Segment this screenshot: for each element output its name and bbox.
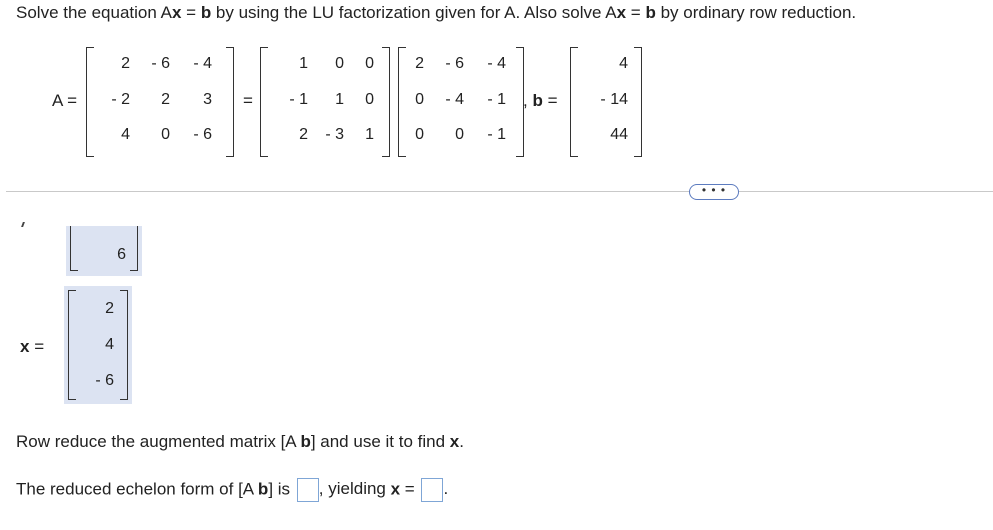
matrix-u-cell: 0 <box>415 126 424 143</box>
matrix-u-cell: - 4 <box>487 55 506 72</box>
matrix-l-cell: 1 <box>335 91 344 108</box>
x-answer-input[interactable] <box>421 478 443 502</box>
matrix-a-cell: 2 <box>161 91 170 108</box>
section-divider <box>6 191 993 192</box>
matrix-u-cell: - 6 <box>445 55 464 72</box>
matrix-l-cell: 0 <box>365 55 374 72</box>
matrix-a-cell: 2 <box>121 55 130 72</box>
matrix-a-cell: 3 <box>203 91 212 108</box>
solution-vector <box>64 286 132 404</box>
vector-b-cell: 4 <box>619 55 628 72</box>
matrix-a-cell: - 4 <box>193 55 212 72</box>
matrix-a-cell: - 2 <box>111 91 130 108</box>
matrix-l-cell: 0 <box>335 55 344 72</box>
a-label: A = <box>52 91 78 110</box>
solution-label: x = <box>20 337 45 356</box>
matrix-u-cell: 0 <box>415 91 424 108</box>
matrix-l-cell: 1 <box>365 126 374 143</box>
previous-answer-value: 6 <box>117 246 126 263</box>
previous-answer-matrix <box>66 226 142 276</box>
matrix-u <box>398 47 524 157</box>
matrix-u-cell: 0 <box>455 126 464 143</box>
matrix-a-cell: - 6 <box>151 55 170 72</box>
matrix-a-cell: - 6 <box>193 126 212 143</box>
matrix-a-cell: 4 <box>121 126 130 143</box>
matrix-u-cell: - 1 <box>487 126 506 143</box>
vector-b-cell: - 14 <box>600 91 628 108</box>
echelon-answer-input[interactable] <box>297 478 319 502</box>
matrix-l-cell: - 3 <box>325 126 344 143</box>
matrix-u-cell: - 1 <box>487 91 506 108</box>
matrix-l-cell: 2 <box>299 126 308 143</box>
matrix-u-cell: - 4 <box>445 91 464 108</box>
matrix-u-cell: 2 <box>415 55 424 72</box>
matrix-a <box>86 47 234 157</box>
solution-value: 4 <box>105 336 114 353</box>
matrix-l-cell: 0 <box>365 91 374 108</box>
matrix-l-cell: - 1 <box>289 91 308 108</box>
question-prompt: Solve the equation Ax = b by using the LU factorization given for A. Also solve Ax = b by ordinary row reduction. <box>16 3 857 22</box>
tick-mark <box>21 222 29 227</box>
equals-sign: = <box>243 91 253 110</box>
b-label: , b = <box>523 91 558 110</box>
vector-b <box>570 47 642 157</box>
vector-b-cell: 44 <box>610 126 628 143</box>
solution-value: 2 <box>105 300 114 317</box>
matrix-a-cell: 0 <box>161 126 170 143</box>
more-options-button[interactable]: • • • <box>689 184 739 200</box>
row-reduce-instruction: Row reduce the augmented matrix [A b] and use it to find x. <box>16 432 464 451</box>
solution-value: - 6 <box>95 372 114 389</box>
matrix-l <box>260 47 390 157</box>
echelon-form-line: The reduced echelon form of [A b] is , yielding x = . <box>16 478 448 502</box>
matrix-l-cell: 1 <box>299 55 308 72</box>
